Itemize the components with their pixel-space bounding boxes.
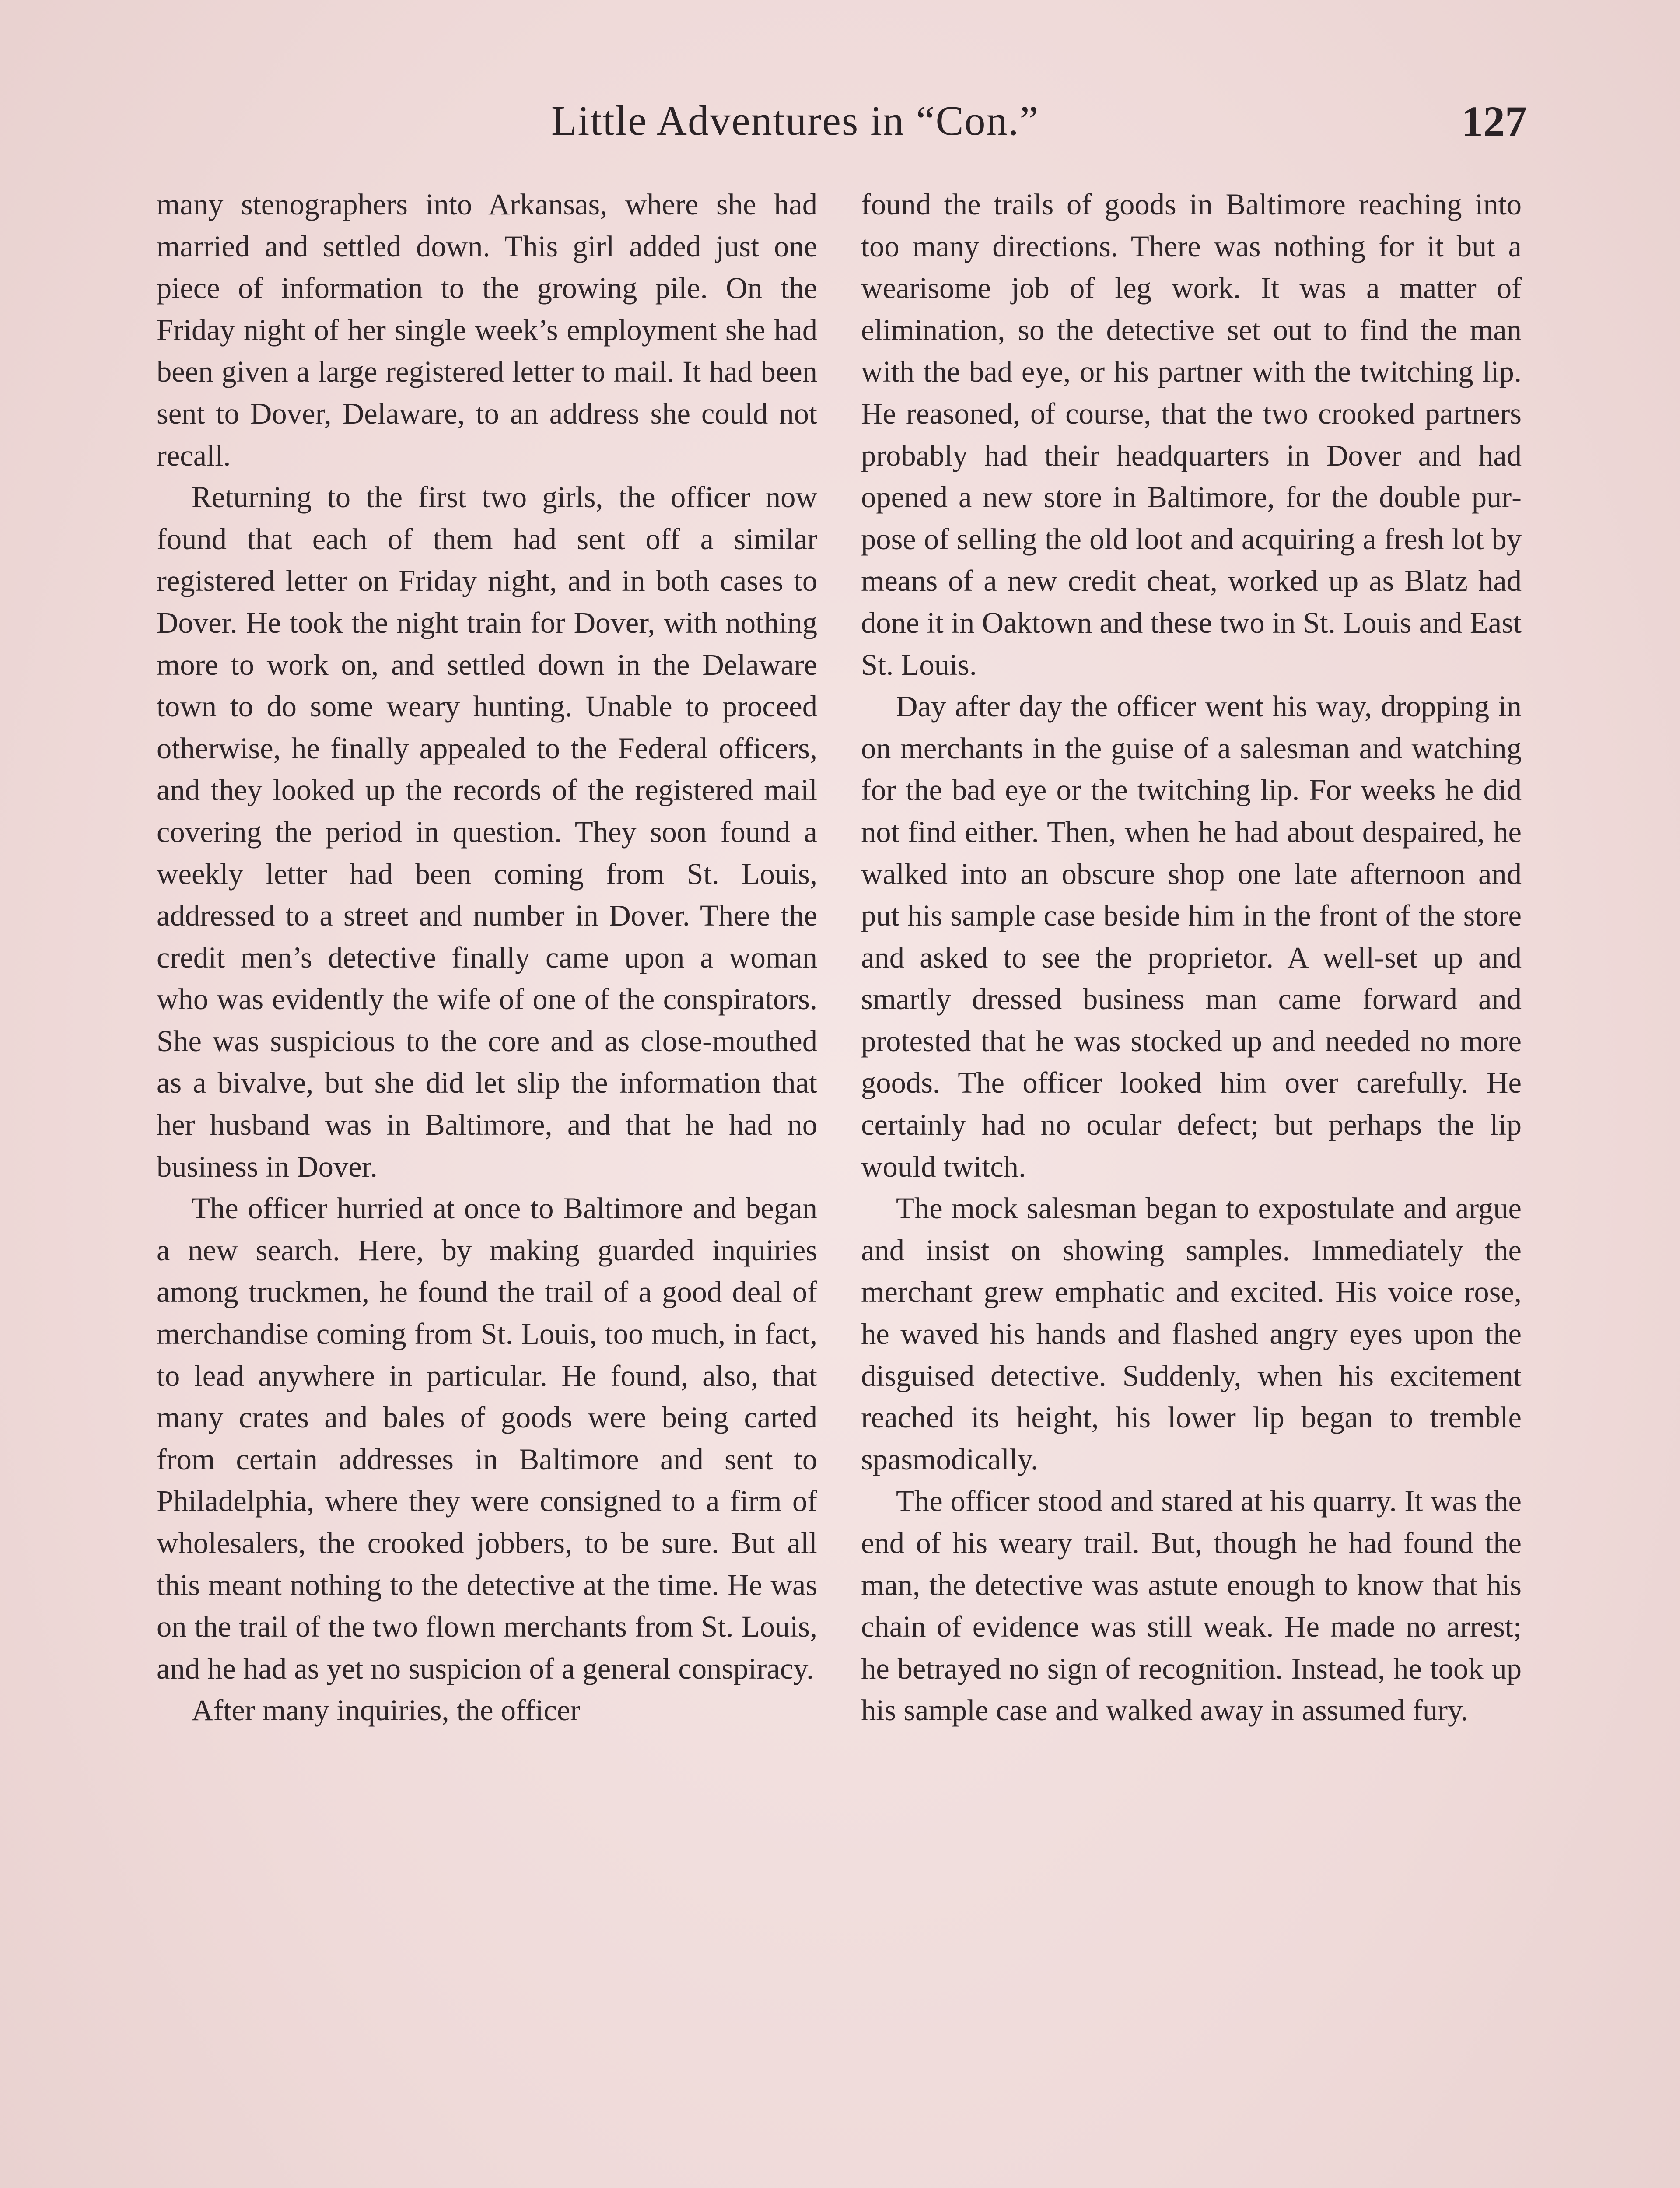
paragraph: many stenographers into Arkansas, where she had married and settled down. This girl added just one piece of information to the growing pile. On the Friday night of her single week’s employment she had been given a large registered letter to mail. It had been sent to Dover, Delaware, to an address she could not recall. — [157, 188, 817, 472]
left-column — [157, 184, 817, 1732]
paragraph: The officer stood and stared at his quarry. It was the end of his weary trail. But, though he had found the man, the detective was astute enough to know that his chain of evidence was still weak. He made no arrest; he betrayed no sign of recognition. Instead, he took up his sample case and walked away in assumed fury. — [861, 1484, 1522, 1727]
paragraph: Day after day the officer went his way, dropping in on merchants in the guise of a salesman and watching for the bad eye or the twitching lip. For weeks he did not find either. Then, when he had about despaired, he walked into an obscure shop one late afternoon and put his sample case beside him in the front of the store and asked to see the proprietor. A well-set up and smartly dressed business man came forward and protested that he was stocked up and needed no more goods. The officer looked him over carefully. He certainly had no ocular defect; but perhaps the lip would twitch. — [861, 690, 1522, 1183]
paragraph: found the trails of goods in Baltimore reaching into too many directions. There was nothing for it but a wearisome job of leg work. It was a matter of elimination, so the detective set out to find the man with the bad eye, or his partner with the twitching lip. He reasoned, of course, that the two crooked partners probably had their headquarters in Dover and had opened a new store in Baltimore, for the double purpose of selling the old loot and acquiring a fresh lot by means of a new credit cheat, worked up as Blatz had done it in Oaktown and these two in St. Louis and East St. Louis. — [861, 188, 1522, 681]
paragraph: Returning to the first two girls, the officer now found that each of them had sent off a similar registered letter on Friday night, and in both cases to Dover. He took the night train for Dover, with nothing more to work on, and settled down in the Delaware town to do some weary hunting. Unable to proceed otherwise, he finally appealed to the Federal officers, and they looked up the records of the registered mail covering the period in question. They soon found a weekly letter had been coming from St. Louis, addressed to a street and number in Dover. There the credit men’s detective finally came upon a woman who was evidently the wife of one of the conspirators. She was suspicious to the core and as close-mouthed as a bivalve, but she did let slip the information that her husband was in Baltimore, and that he had no business in Dover. — [157, 480, 817, 1183]
running-title: Little Adventures in “Con.” — [551, 97, 1040, 144]
page-header — [158, 96, 1527, 158]
page-number: 127 — [1461, 97, 1527, 146]
paragraph: The officer hurried at once to Baltimore and began a new search. Here, by making guarded inquiries among truckmen, he found the trail of a good deal of merchandise coming from St. Louis, too much, in fact, to lead anywhere in particular. He found, also, that many crates and bales of goods were being carted from certain addresses in Baltimore and sent to Philadelphia, where they were consigned to a firm of wholesalers, the crooked jobbers, to be sure. But all this meant nothing to the detective at the time. He was on the trail of the two flown merchants from St. Louis, and he had as yet no suspicion of a general conspiracy. — [157, 1192, 817, 1685]
paragraph: The mock salesman began to expostulate and argue and insist on showing samples. Immediately the merchant grew emphatic and excited. His voice rose, he waved his hands and flashed angry eyes upon the disguised detective. Suddenly, when his excitement reached its height, his lower lip began to tremble spasmodically. — [861, 1192, 1522, 1476]
paragraph: After many inquiries, the officer — [192, 1694, 581, 1727]
right-column — [861, 184, 1522, 1732]
